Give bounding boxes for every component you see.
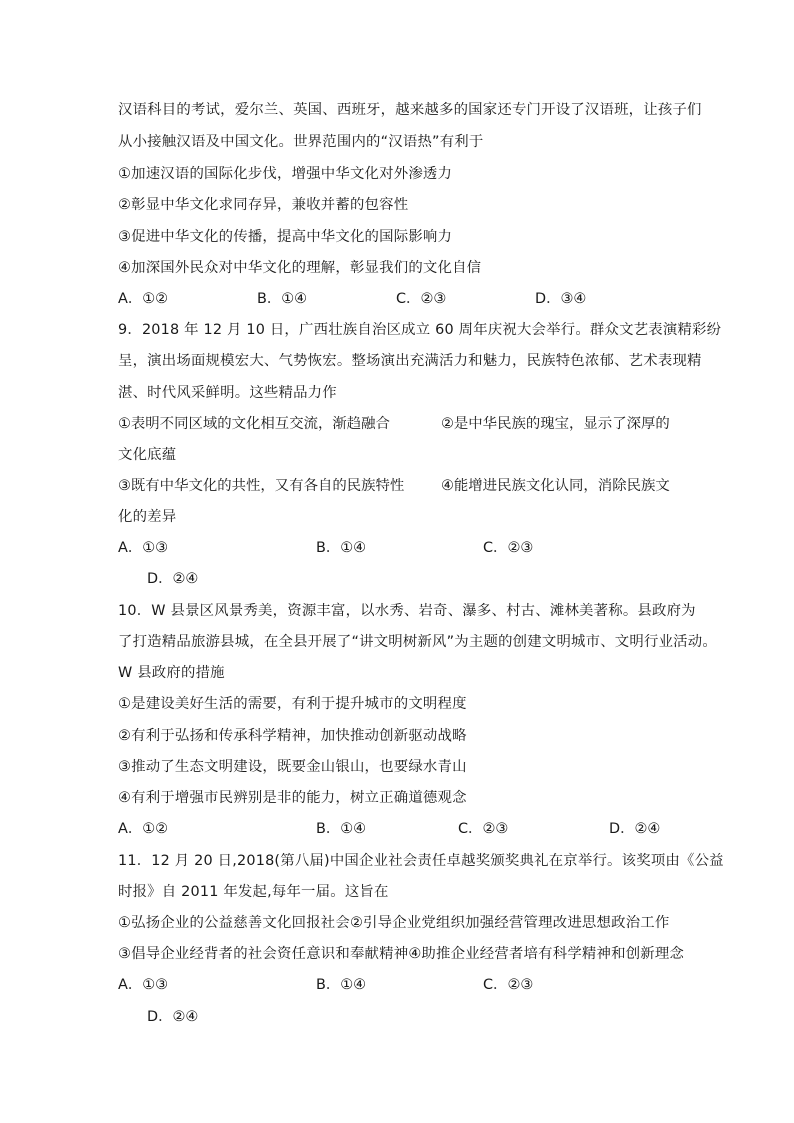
- q10-choice-b: B．①④: [316, 821, 367, 837]
- q9-choice-a: A．①③: [118, 540, 169, 556]
- q11-choice-d: D．②④: [147, 1009, 199, 1025]
- q11-choice-c: C．②③: [483, 977, 534, 993]
- q10-option-3: ③推动了生态文明建设，既要金山银山，也要绿水青山: [118, 759, 467, 775]
- q9-option-4: ④能增进民族文化认同，消除民族文: [441, 478, 670, 494]
- q11-choice-b: B．①④: [316, 977, 367, 993]
- q10-option-2: ②有利于弘扬和传承科学精神，加快推动创新驱动战略: [118, 728, 467, 744]
- q8-option-3: ③促进中华文化的传播，提高中华文化的国际影响力: [118, 229, 453, 245]
- q8-choice-c: C．②③: [396, 291, 447, 307]
- q8-stem-line-2: 从小接触汉语及中国文化。世界范围内的“汉语热”有利于: [118, 134, 484, 150]
- q10-choice-d: D．②④: [609, 821, 661, 837]
- q9-option-1: ①表明不同区域的文化相互交流，渐趋融合: [118, 416, 390, 432]
- q10-option-4: ④有利于增强市民辨别是非的能力，树立正确道德观念: [118, 790, 467, 806]
- q9-stem-line-1: 9．2018 年 12 月 10 日，广西壮族自治区成立 60 周年庆祝大会举行。群众文艺表演精彩纷: [118, 322, 722, 338]
- q8-option-1: ①加速汉语的国际化步伐，增强中华文化对外渗透力: [118, 166, 453, 182]
- q8-choice-d: D．③④: [535, 291, 587, 307]
- q8-stem-line-1: 汉语科目的考试，爱尔兰、英国、西班牙，越来越多的国家还专门开设了汉语班，让孩子们: [118, 102, 702, 118]
- q10-stem-line-3: W 县政府的措施: [118, 665, 225, 681]
- q9-choice-d: D．②④: [147, 571, 199, 587]
- q8-option-4: ④加深国外民众对中华文化的理解，彰显我们的文化自信: [118, 260, 482, 276]
- q10-stem-line-1: 10．W 县景区风景秀美，资源丰富，以水秀、岩奇、瀑多、村古、滩林美著称。县政府为: [118, 603, 696, 619]
- q9-choice-c: C．②③: [483, 540, 534, 556]
- q9-option-3: ③既有中华文化的共性，又有各自的民族特性: [118, 478, 405, 494]
- q9-stem-line-2: 呈，演出场面规模宏大、气势恢宏。整场演出充满活力和魅力，民族特色浓郁、艺术表现精: [118, 353, 702, 369]
- q8-option-2: ②彰显中华文化求同存异，兼收并蓄的包容性: [118, 197, 409, 213]
- q9-choice-b: B．①④: [316, 540, 367, 556]
- q11-options-1-2: ①弘扬企业的公益慈善文化回报社会②引导企业党组织加强经营管理改进思想政治工作: [118, 915, 670, 931]
- q8-choice-b: B．①④: [257, 291, 308, 307]
- q9-stem-line-3: 湛、时代风采鲜明。这些精品力作: [118, 385, 337, 401]
- q10-choice-a: A．①②: [118, 821, 169, 837]
- q11-stem-line-1: 11．12 月 20 日,2018(第八届)中国企业社会责任卓越奖颁奖典礼在京举行。该奖项由《公益: [118, 853, 724, 869]
- q11-stem-line-2: 时报》自 2011 年发起,每年一届。这旨在: [118, 884, 389, 900]
- q10-option-1: ①是建设美好生活的需要，有利于提升城市的文明程度: [118, 696, 467, 712]
- q10-choice-c: C．②③: [458, 821, 509, 837]
- q9-option-2: ②是中华民族的瑰宝，显示了深厚的: [441, 416, 670, 432]
- q9-option-4-continued: 化的差异: [118, 509, 177, 525]
- q10-stem-line-2: 了打造精品旅游县城，在全县开展了“讲文明树新风”为主题的创建文明城市、文明行业活动。: [118, 634, 717, 650]
- q9-option-2-continued: 文化底蕴: [118, 447, 177, 463]
- q8-choice-a: A．①②: [118, 291, 169, 307]
- q11-choice-a: A．①③: [118, 977, 169, 993]
- q11-options-3-4: ③倡导企业经背者的社会资任意识和奉献精神④助推企业经营者培有科学精神和创新理念: [118, 946, 685, 962]
